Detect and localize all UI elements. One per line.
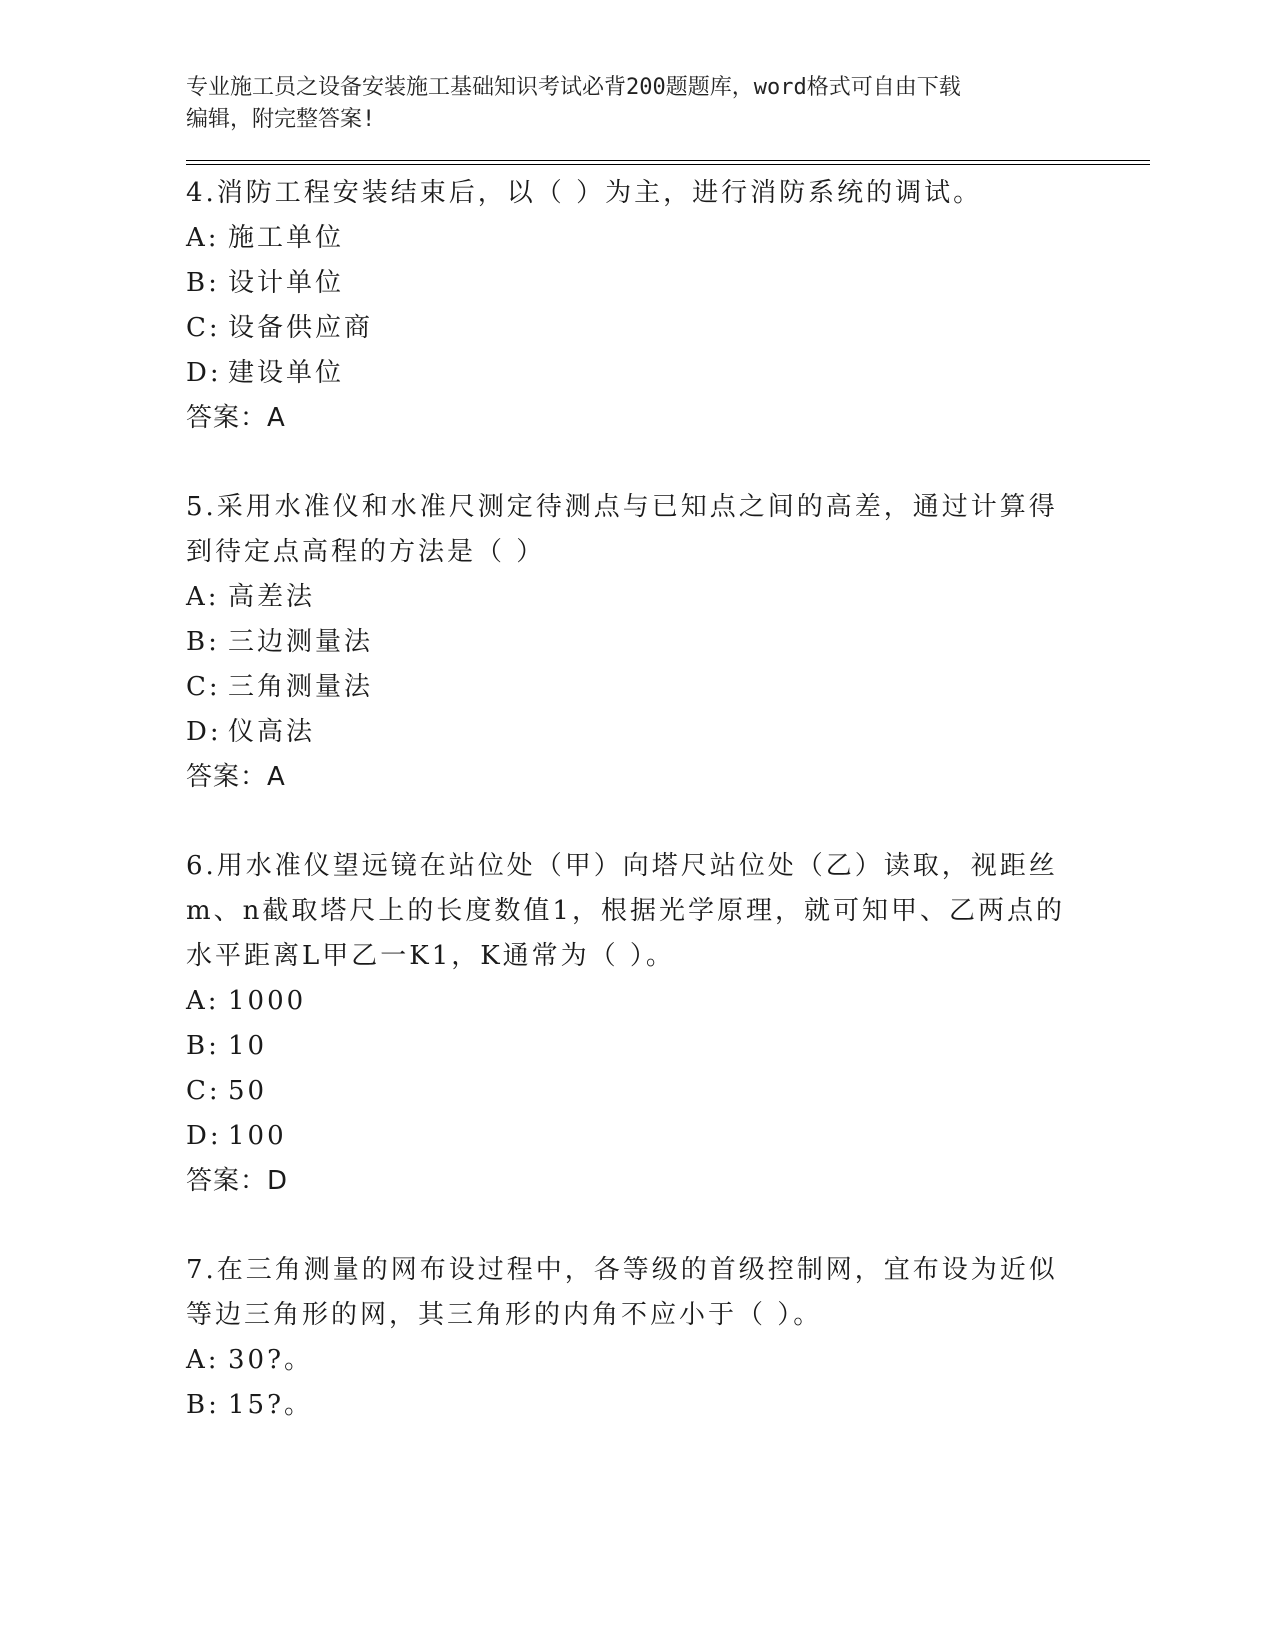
option-text: 仪高法	[228, 717, 316, 747]
option-key: B:	[186, 627, 220, 657]
question-text: 6.用水准仪望远镜在站位处（甲）向塔尺站位处（乙）读取，视距丝m、n截取塔尺上的长度数值1，根据光学原理，就可知甲、乙两点的水平距离L甲乙一K1，K通常为（ ）。	[186, 851, 1065, 971]
question-7	[186, 1248, 1146, 1428]
option-key: D:	[186, 717, 222, 747]
option-d	[186, 1114, 1146, 1159]
option-a	[186, 216, 1146, 261]
option-key: D:	[186, 358, 222, 388]
option-a	[186, 575, 1146, 620]
option-d	[186, 351, 1146, 396]
question-text: 7.在三角测量的网布设过程中，各等级的首级控制网，宜布设为近似等边三角形的网，其三角形的内角不应小于（ ）。	[186, 1255, 1058, 1330]
option-b	[186, 620, 1146, 665]
option-key: C:	[186, 313, 221, 343]
option-text: 15?。	[228, 1390, 314, 1420]
question-6	[186, 844, 1146, 1204]
option-a	[186, 979, 1146, 1024]
document-page	[186, 72, 1146, 1472]
answer: 答案：A	[186, 762, 286, 792]
option-b	[186, 1024, 1146, 1069]
option-key: C:	[186, 672, 221, 702]
answer: 答案：A	[186, 403, 286, 433]
question-text: 4.消防工程安装结束后，以（ ）为主，进行消防系统的调试。	[186, 178, 983, 208]
option-a	[186, 1338, 1146, 1383]
option-text: 50	[228, 1076, 268, 1106]
question-list	[186, 171, 1146, 1428]
option-key: B:	[186, 1390, 220, 1420]
option-key: B:	[186, 1031, 220, 1061]
option-text: 高差法	[228, 582, 316, 612]
header-line-2: 编辑，附完整答案!	[186, 107, 376, 132]
option-c	[186, 665, 1146, 710]
option-text: 三角测量法	[228, 672, 374, 702]
question-5	[186, 485, 1146, 800]
option-key: A:	[186, 582, 220, 612]
option-key: B:	[186, 268, 220, 298]
option-b	[186, 1383, 1146, 1428]
answer: 答案：D	[186, 1166, 289, 1196]
document-header	[186, 72, 1066, 136]
option-b	[186, 261, 1146, 306]
question-4	[186, 171, 1146, 441]
option-d	[186, 710, 1146, 755]
header-divider	[186, 160, 1150, 165]
option-key: A:	[186, 223, 220, 253]
option-text: 设计单位	[228, 268, 345, 298]
option-text: 施工单位	[228, 223, 345, 253]
option-key: A:	[186, 986, 220, 1016]
question-text: 5.采用水准仪和水准尺测定待测点与已知点之间的高差，通过计算得到待定点高程的方法是（ ）	[186, 492, 1058, 567]
option-text: 1000	[228, 986, 307, 1016]
option-c	[186, 306, 1146, 351]
option-key: D:	[186, 1121, 222, 1151]
option-key: C:	[186, 1076, 221, 1106]
option-key: A:	[186, 1345, 220, 1375]
option-text: 三边测量法	[228, 627, 374, 657]
header-line-1: 专业施工员之设备安装施工基础知识考试必背200题题库，word格式可自由下载	[186, 75, 961, 100]
option-text: 30?。	[228, 1345, 314, 1375]
option-text: 设备供应商	[228, 313, 374, 343]
option-c	[186, 1069, 1146, 1114]
option-text: 10	[228, 1031, 268, 1061]
option-text: 100	[228, 1121, 287, 1151]
option-text: 建设单位	[228, 358, 345, 388]
